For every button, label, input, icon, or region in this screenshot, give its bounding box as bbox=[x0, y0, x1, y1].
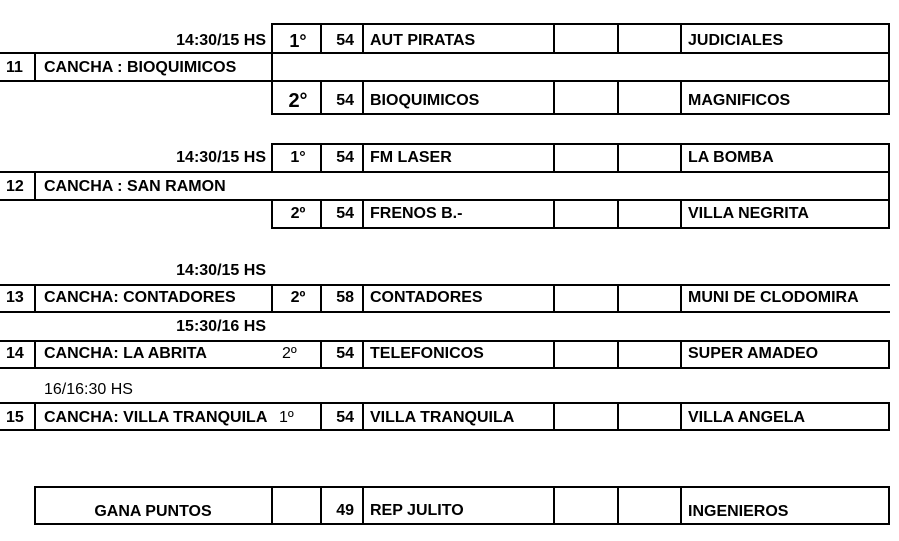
venue: CANCHA: VILLA TRANQUILA bbox=[44, 409, 268, 426]
match-time: 14:30/15 HS bbox=[176, 262, 266, 279]
venue: CANCHA : BIOQUIMICOS bbox=[44, 59, 237, 76]
col-border bbox=[617, 340, 619, 369]
col-border bbox=[680, 143, 682, 173]
row-border bbox=[0, 340, 890, 342]
team-away: JUDICIALES bbox=[688, 32, 784, 49]
col-border bbox=[271, 199, 273, 229]
col-border bbox=[553, 284, 555, 313]
team-home: CONTADORES bbox=[370, 289, 483, 306]
col-border bbox=[320, 143, 322, 173]
row-border bbox=[0, 402, 890, 404]
points-label: GANA PUNTOS bbox=[94, 503, 212, 520]
col-border bbox=[362, 340, 364, 369]
row-border bbox=[0, 311, 890, 313]
col-border bbox=[362, 80, 364, 115]
fixture-number: 15 bbox=[6, 409, 24, 426]
match-order: 2° bbox=[288, 90, 308, 112]
col-border bbox=[34, 486, 36, 525]
col-border bbox=[34, 340, 36, 369]
col-border bbox=[680, 402, 682, 431]
col-border bbox=[680, 199, 682, 229]
team-away: LA BOMBA bbox=[688, 149, 774, 166]
col-border bbox=[553, 23, 555, 54]
col-border bbox=[617, 80, 619, 115]
col-border bbox=[34, 171, 36, 201]
col-border bbox=[320, 80, 322, 115]
category: 54 bbox=[336, 409, 354, 426]
col-border bbox=[320, 284, 322, 313]
match-time: 16/16:30 HS bbox=[44, 381, 133, 398]
col-border bbox=[362, 143, 364, 173]
col-border bbox=[553, 402, 555, 431]
col-border bbox=[320, 23, 322, 54]
team-home: FRENOS B.- bbox=[370, 205, 463, 222]
category: 54 bbox=[336, 149, 354, 166]
match-time: 14:30/15 HS bbox=[176, 149, 266, 166]
col-border bbox=[888, 143, 890, 229]
col-border bbox=[362, 486, 364, 525]
col-border bbox=[617, 199, 619, 229]
match-order: 1° bbox=[289, 31, 307, 51]
col-border bbox=[553, 199, 555, 229]
team-away: VILLA NEGRITA bbox=[688, 205, 809, 222]
match-order: 1º bbox=[279, 409, 294, 426]
col-border bbox=[362, 402, 364, 431]
team-away: INGENIEROS bbox=[688, 503, 789, 520]
team-home: FM LASER bbox=[370, 149, 452, 166]
fixture-number: 11 bbox=[6, 59, 23, 76]
fixture-number: 14 bbox=[6, 345, 24, 362]
team-home: AUT PIRATAS bbox=[370, 32, 476, 49]
row-border bbox=[0, 429, 890, 431]
row-border bbox=[0, 171, 890, 173]
team-home: REP JULITO bbox=[370, 502, 464, 519]
category: 49 bbox=[336, 502, 354, 519]
category: 54 bbox=[336, 32, 354, 49]
venue: CANCHA: CONTADORES bbox=[44, 289, 236, 306]
fixture-number: 12 bbox=[6, 178, 24, 195]
col-border bbox=[362, 23, 364, 54]
team-away: VILLA ANGELA bbox=[688, 409, 806, 426]
match-order: 2º bbox=[290, 205, 306, 222]
col-border bbox=[362, 284, 364, 313]
match-time: 15:30/16 HS bbox=[176, 318, 266, 335]
team-away: MAGNIFICOS bbox=[688, 92, 791, 109]
row-border bbox=[0, 199, 890, 201]
col-border bbox=[617, 23, 619, 54]
team-away: SUPER AMADEO bbox=[688, 345, 819, 362]
row-border bbox=[34, 523, 890, 525]
col-border bbox=[680, 23, 682, 54]
col-border bbox=[34, 284, 36, 313]
col-border bbox=[320, 199, 322, 229]
team-home: BIOQUIMICOS bbox=[370, 92, 480, 109]
col-border bbox=[553, 340, 555, 369]
category: 54 bbox=[336, 205, 354, 222]
col-border bbox=[271, 486, 273, 525]
row-border bbox=[0, 52, 890, 54]
col-border bbox=[553, 143, 555, 173]
match-order: 2º bbox=[282, 345, 297, 362]
match-order: 1° bbox=[290, 149, 306, 166]
col-border bbox=[680, 340, 682, 369]
category: 54 bbox=[336, 92, 354, 109]
col-border bbox=[34, 402, 36, 431]
row-border bbox=[0, 367, 890, 369]
category: 54 bbox=[336, 345, 354, 362]
col-border bbox=[320, 340, 322, 369]
col-border bbox=[34, 52, 36, 82]
team-home: TELEFONICOS bbox=[370, 345, 484, 362]
fixture-number: 13 bbox=[6, 289, 24, 306]
col-border bbox=[320, 486, 322, 525]
col-border bbox=[271, 23, 273, 115]
col-border bbox=[888, 23, 890, 115]
row-border bbox=[0, 284, 890, 286]
team-home: VILLA TRANQUILA bbox=[370, 409, 515, 426]
col-border bbox=[680, 284, 682, 313]
col-border bbox=[617, 486, 619, 525]
col-border bbox=[271, 143, 273, 173]
col-border bbox=[617, 143, 619, 173]
team-away: MUNI DE CLODOMIRA bbox=[688, 289, 859, 306]
col-border bbox=[617, 284, 619, 313]
category: 58 bbox=[336, 289, 354, 306]
row-border bbox=[34, 486, 890, 488]
col-border bbox=[320, 402, 322, 431]
col-border bbox=[553, 486, 555, 525]
venue: CANCHA: LA ABRITA bbox=[44, 345, 207, 362]
col-border bbox=[680, 80, 682, 115]
col-border bbox=[271, 284, 273, 313]
col-border bbox=[888, 340, 890, 369]
col-border bbox=[680, 486, 682, 525]
venue: CANCHA : SAN RAMON bbox=[44, 178, 226, 195]
match-time: 14:30/15 HS bbox=[176, 32, 266, 49]
col-border bbox=[888, 486, 890, 525]
match-order: 2º bbox=[290, 289, 306, 306]
col-border bbox=[362, 199, 364, 229]
col-border bbox=[617, 402, 619, 431]
col-border bbox=[553, 80, 555, 115]
col-border bbox=[888, 402, 890, 431]
row-border bbox=[0, 80, 890, 82]
